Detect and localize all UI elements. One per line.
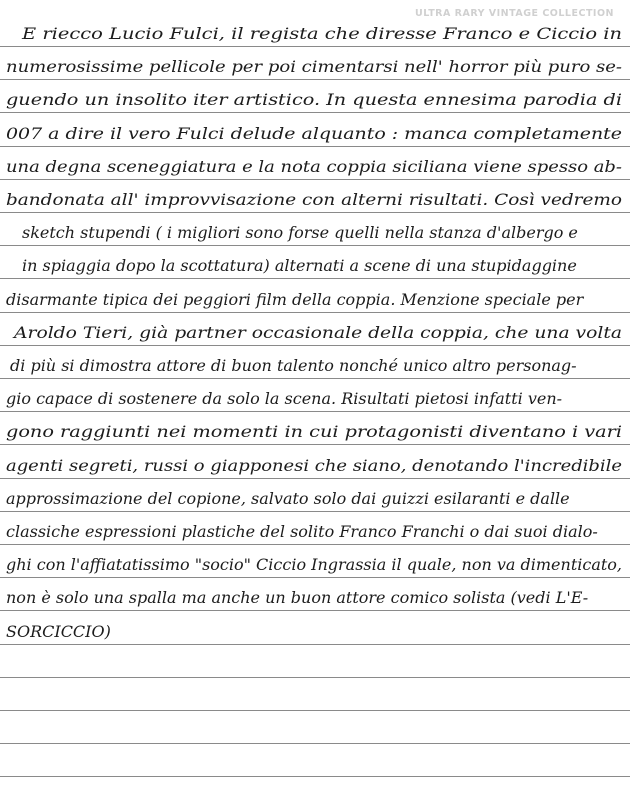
handwritten-line <box>0 344 630 378</box>
ruled-line <box>0 644 630 645</box>
handwritten-line <box>0 510 630 544</box>
handwritten-line <box>0 211 630 245</box>
ruled-line <box>0 743 630 744</box>
handwritten-line <box>0 610 630 644</box>
handwritten-line <box>0 543 630 577</box>
handwritten-line <box>0 78 630 112</box>
ruled-line <box>0 710 630 711</box>
handwritten-line-text: agenti segreti, russi o giapponesi che siano, denotando l'incredibile <box>6 456 622 475</box>
ruled-line <box>0 677 630 678</box>
handwritten-line <box>0 145 630 179</box>
handwritten-line-text: sketch stupendi ( i migliori sono forse quelli nella stanza d'albergo e <box>22 223 578 242</box>
handwritten-line <box>0 178 630 212</box>
handwritten-line-text: non è solo una spalla ma anche un buon attore comico solista (vedi L'E- <box>6 588 589 607</box>
handwritten-line-text: numerosissime pellicole per poi cimentarsi nell' horror più puro se- <box>6 57 622 76</box>
handwritten-line-text: E riecco Lucio Fulci, il regista che diresse Franco e Ciccio in <box>22 24 623 43</box>
handwritten-line <box>0 311 630 345</box>
handwritten-line-text: classiche espressioni plastiche del solito Franco Franchi o dai suoi dialo- <box>6 522 598 541</box>
handwritten-line <box>0 477 630 511</box>
handwritten-line-text: approssimazione del copione, salvato solo dai guizzi esilaranti e dalle <box>6 489 570 508</box>
handwritten-line-text: guendo un insolito iter artistico. In questa ennesima parodia di <box>6 90 622 109</box>
handwritten-line <box>0 444 630 478</box>
handwritten-line-text: gono raggiunti nei momenti in cui protagonisti diventano i vari <box>6 422 622 441</box>
handwritten-line-text: gio capace di sostenere da solo la scena. Risultati pietosi infatti ven- <box>6 389 563 408</box>
handwritten-line <box>0 576 630 610</box>
handwritten-line <box>0 377 630 411</box>
handwritten-line <box>0 45 630 79</box>
handwritten-line-text: Aroldo Tieri, già partner occasionale della coppia, che una volta <box>14 323 623 342</box>
handwritten-line <box>0 112 630 146</box>
handwritten-line-text: in spiaggia dopo la scottatura) alternati a scene di una stupidaggine <box>22 256 577 275</box>
handwritten-line <box>0 410 630 444</box>
handwritten-line-text: di più si dimostra attore di buon talento nonché unico altro personag- <box>10 356 577 375</box>
handwritten-line-text: una degna sceneggiatura e la nota coppia siciliana viene spesso ab- <box>6 157 622 176</box>
handwritten-line-text: ghi con l'affiatatissimo "socio" Ciccio Ingrassia il quale, non va dimenticato, <box>6 555 623 574</box>
handwritten-line-text: SORCICCIO) <box>6 622 111 641</box>
ruled-line <box>0 776 630 777</box>
watermark: ULTRA RARY VINTAGE COLLECTION <box>415 8 614 19</box>
handwritten-line-text: disarmante tipica dei peggiori film della coppia. Menzione speciale per <box>6 290 584 309</box>
handwritten-line-text: 007 a dire il vero Fulci delude alquanto : manca completamente <box>6 124 622 143</box>
handwritten-line <box>0 244 630 278</box>
handwritten-line-text: bandonata all' improvvisazione con alterni risultati. Così vedremo <box>6 190 622 209</box>
handwritten-line <box>0 278 630 312</box>
handwritten-line <box>0 12 630 46</box>
